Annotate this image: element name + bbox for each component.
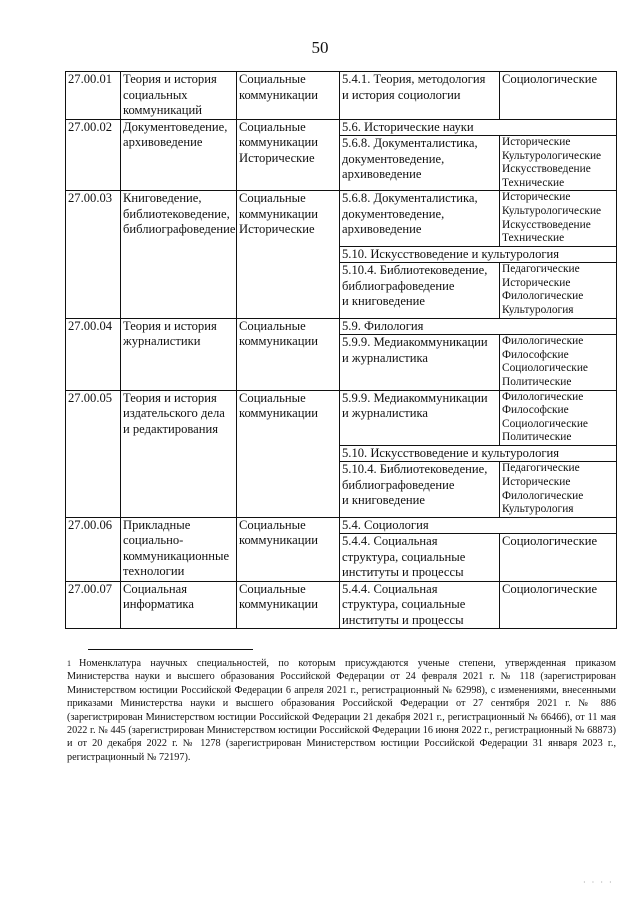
scientific-specialty xyxy=(340,136,500,191)
table-row xyxy=(66,581,617,629)
science-area-line: Социальные xyxy=(239,72,306,86)
footnote-divider xyxy=(88,649,253,650)
degree-branches-line: Исторические xyxy=(502,191,571,204)
specialty-name-line: Книговедение, xyxy=(123,191,202,206)
specialty-name-line: Теория и история xyxy=(123,318,217,333)
degree-branches-line: Филологические xyxy=(502,489,584,502)
science-area xyxy=(237,191,340,318)
specialty-name-line: Социальная xyxy=(123,581,188,596)
scientific-specialty-line: структура, социальные xyxy=(342,597,466,612)
table-row xyxy=(66,191,617,246)
science-area xyxy=(237,581,340,629)
specialty-name xyxy=(121,581,237,629)
scientific-specialty xyxy=(340,581,500,629)
degree-branches-line: Исторические xyxy=(502,276,571,289)
degree-branches-line: Технические xyxy=(502,176,565,189)
degree-branches-line: Культурологические xyxy=(502,204,602,217)
scientific-specialty-line: и журналистика xyxy=(342,406,428,420)
science-area-line: Социальные xyxy=(239,581,306,596)
specialty-code: 27.00.01 xyxy=(66,72,121,120)
science-area-line: Исторические xyxy=(239,150,315,165)
degree-branches-line: Технические xyxy=(502,232,565,245)
scientific-specialty xyxy=(340,534,500,582)
degree-branches-line: Исторические xyxy=(502,136,571,148)
specialty-name-line: журналистики xyxy=(123,334,201,349)
degree-branches-line: Социологические xyxy=(502,417,588,430)
degree-branches-line: Филологические xyxy=(502,335,584,348)
specialty-name xyxy=(121,119,237,191)
page-number: 50 xyxy=(311,38,329,57)
degree-branches-line: Филологические xyxy=(502,290,584,303)
specialty-name-line: социально- xyxy=(123,533,184,548)
science-area xyxy=(237,119,340,191)
specialty-name-line: технологии xyxy=(123,564,185,579)
science-area xyxy=(237,318,340,390)
specialty-name-line: коммуникаций xyxy=(123,103,202,117)
specialty-name xyxy=(121,390,237,517)
footnote xyxy=(67,657,616,764)
science-area-line: Социальные xyxy=(239,390,306,405)
table-row xyxy=(66,119,617,136)
science-group-header: 5.6. Исторические науки xyxy=(340,119,617,136)
specialty-name xyxy=(121,318,237,390)
degree-branches xyxy=(500,462,617,517)
degree-branches xyxy=(500,534,617,582)
degree-branches-line: Философские xyxy=(502,348,569,361)
scientific-specialty-line: 5.9.9. Медиакоммуникации xyxy=(342,335,488,350)
science-area xyxy=(237,390,340,517)
scientific-specialty-line: 5.6.8. Документалистика, xyxy=(342,136,478,150)
footnote-mark: 1 xyxy=(67,659,71,668)
scientific-specialty-line: библиографоведение xyxy=(342,477,455,492)
specialty-name-line: издательского дела xyxy=(123,406,225,420)
scientific-specialty-line: 5.4.1. Теория, методология xyxy=(342,72,486,86)
specialty-name-line: социальных xyxy=(123,87,188,102)
scientific-specialty-line: библиографоведение xyxy=(342,278,455,293)
science-area-line: коммуникации xyxy=(239,334,318,349)
specialty-name-line: Теория и история xyxy=(123,390,217,405)
specialty-code: 27.00.02 xyxy=(66,119,121,191)
science-area-line: Социальные xyxy=(239,191,306,206)
scientific-specialty-line: структура, социальные xyxy=(342,549,466,564)
specialty-code: 27.00.03 xyxy=(66,191,121,318)
science-area-line: коммуникации xyxy=(239,206,318,221)
science-area-line: коммуникации xyxy=(239,533,318,548)
specialty-name-line: коммуникационные xyxy=(123,548,230,563)
table-row xyxy=(66,72,617,120)
scientific-specialty-line: 5.9.9. Медиакоммуникации xyxy=(342,390,488,405)
specialty-code: 27.00.04 xyxy=(66,318,121,390)
scientific-specialty-line: 5.10.4. Библиотековедение, xyxy=(342,462,488,477)
science-area-line: Социальные xyxy=(239,318,306,333)
scientific-specialty xyxy=(340,191,500,246)
degree-branches xyxy=(500,136,617,191)
specialty-name-line: библиотековедение, xyxy=(123,206,230,221)
science-group-header: 5.4. Социология xyxy=(340,517,617,534)
scientific-specialty-line: 5.4.4. Социальная xyxy=(342,534,438,549)
table-row xyxy=(66,390,617,445)
scientific-specialty-line: и журналистика xyxy=(342,350,428,365)
specialty-name-line: Теория и история xyxy=(123,72,217,86)
scientific-specialty-line: институты и процессы xyxy=(342,565,464,580)
specialty-code: 27.00.06 xyxy=(66,517,121,581)
table-row xyxy=(66,517,617,534)
degree-branches xyxy=(500,72,617,120)
science-group-header: 5.10. Искусствоведение и культурология xyxy=(340,246,617,263)
degree-branches-line: Культурология xyxy=(502,304,574,317)
scientific-specialty xyxy=(340,335,500,390)
degree-branches-line: Филологические xyxy=(502,390,584,403)
scientific-specialty xyxy=(340,390,500,445)
degree-branches-line: Искусствоведение xyxy=(502,163,591,176)
scientific-specialty xyxy=(340,263,500,318)
science-area-line: коммуникации xyxy=(239,597,318,612)
science-area-line: коммуникации xyxy=(239,135,318,149)
scientific-specialty-line: документоведение, xyxy=(342,151,445,166)
degree-branches-line: Политические xyxy=(502,431,572,444)
specialty-code: 27.00.05 xyxy=(66,390,121,517)
science-area xyxy=(237,72,340,120)
specialty-name-line: Прикладные xyxy=(123,517,191,532)
science-group-header: 5.9. Филология xyxy=(340,318,617,335)
degree-branches xyxy=(500,191,617,246)
science-area xyxy=(237,517,340,581)
specialty-name-line: информатика xyxy=(123,597,194,612)
degree-branches-line: Культурологические xyxy=(502,149,602,162)
specialty-name xyxy=(121,517,237,581)
degree-branches-line: Социологические xyxy=(502,581,598,596)
science-group-header: 5.10. Искусствоведение и культурология xyxy=(340,445,617,462)
specialty-name-line: библиографоведение xyxy=(123,222,236,237)
scientific-specialty-line: 5.4.4. Социальная xyxy=(342,581,438,596)
scientific-specialty xyxy=(340,72,500,120)
degree-branches xyxy=(500,390,617,445)
scientific-specialty-line: документоведение, xyxy=(342,206,445,221)
degree-branches-line: Социологические xyxy=(502,72,598,86)
degree-branches-line: Политические xyxy=(502,375,572,388)
scientific-specialty-line: и история социологии xyxy=(342,87,461,102)
footnote-text: Номенклатура научных специальностей, по которым присуждаются ученые степени, утвержденная приказом Министерства науки и высшего образования Российской Федерации от 24 февраля 2021 г. № 118 (зарегистрирован Министерством юстиции Российской Федерации 6 апреля 2021 г., регистрационный № 62998), с изменениями, внесенными приказами Министерства науки и высшего образования Российской Федерации от 27 сентября 2021 г. № 886 (зарегистрирован Министерством юстиции Российской Федерации 21 декабря 2021 г., регистрационный № 66466), от 11 мая 2022 г. № 445 (зарегистрирован Министерством юстиции Российской Федерации 16 июня 2022 г., регистрационный № 68873) и от 20 декабря 2022 г. № 1278 (зарегистрирован Министерством юстиции Российской Федерации 31 января 2023 г., регистрационный № 72197). xyxy=(67,658,616,763)
degree-branches-line: Педагогические xyxy=(502,462,580,475)
science-area-line: Социальные xyxy=(239,119,306,134)
scientific-specialty-line: институты и процессы xyxy=(342,612,464,627)
degree-branches-line: Социологические xyxy=(502,362,588,375)
degree-branches xyxy=(500,263,617,318)
degree-branches xyxy=(500,581,617,629)
science-area-line: коммуникации xyxy=(239,406,318,420)
specialties-table xyxy=(65,71,617,629)
science-area-line: Исторические xyxy=(239,222,315,237)
scientific-specialty-line: и книговедение xyxy=(342,493,425,508)
specialty-name xyxy=(121,191,237,318)
scientific-specialty-line: 5.6.8. Документалистика, xyxy=(342,191,478,206)
specialty-name-line: архивоведение xyxy=(123,135,203,149)
scientific-specialty xyxy=(340,462,500,517)
scientific-specialty-line: и книговедение xyxy=(342,294,425,309)
scientific-specialty-line: архивоведение xyxy=(342,167,422,181)
degree-branches-line: Социологические xyxy=(502,534,598,549)
science-area-line: коммуникации xyxy=(239,87,318,102)
specialty-name xyxy=(121,72,237,120)
specialty-name-line: Документоведение, xyxy=(123,119,228,134)
specialty-code: 27.00.07 xyxy=(66,581,121,629)
scan-artifact: · · · · xyxy=(583,878,614,887)
degree-branches-line: Искусствоведение xyxy=(502,218,591,231)
specialty-name-line: и редактирования xyxy=(123,421,219,436)
table-row xyxy=(66,318,617,335)
degree-branches-line: Исторические xyxy=(502,475,571,488)
scientific-specialty-line: 5.10.4. Библиотековедение, xyxy=(342,263,488,278)
scientific-specialty-line: архивоведение xyxy=(342,222,422,237)
science-area-line: Социальные xyxy=(239,517,306,532)
degree-branches-line: Философские xyxy=(502,404,569,417)
degree-branches xyxy=(500,335,617,390)
degree-branches-line: Педагогические xyxy=(502,263,580,276)
degree-branches-line: Культурология xyxy=(502,503,574,516)
